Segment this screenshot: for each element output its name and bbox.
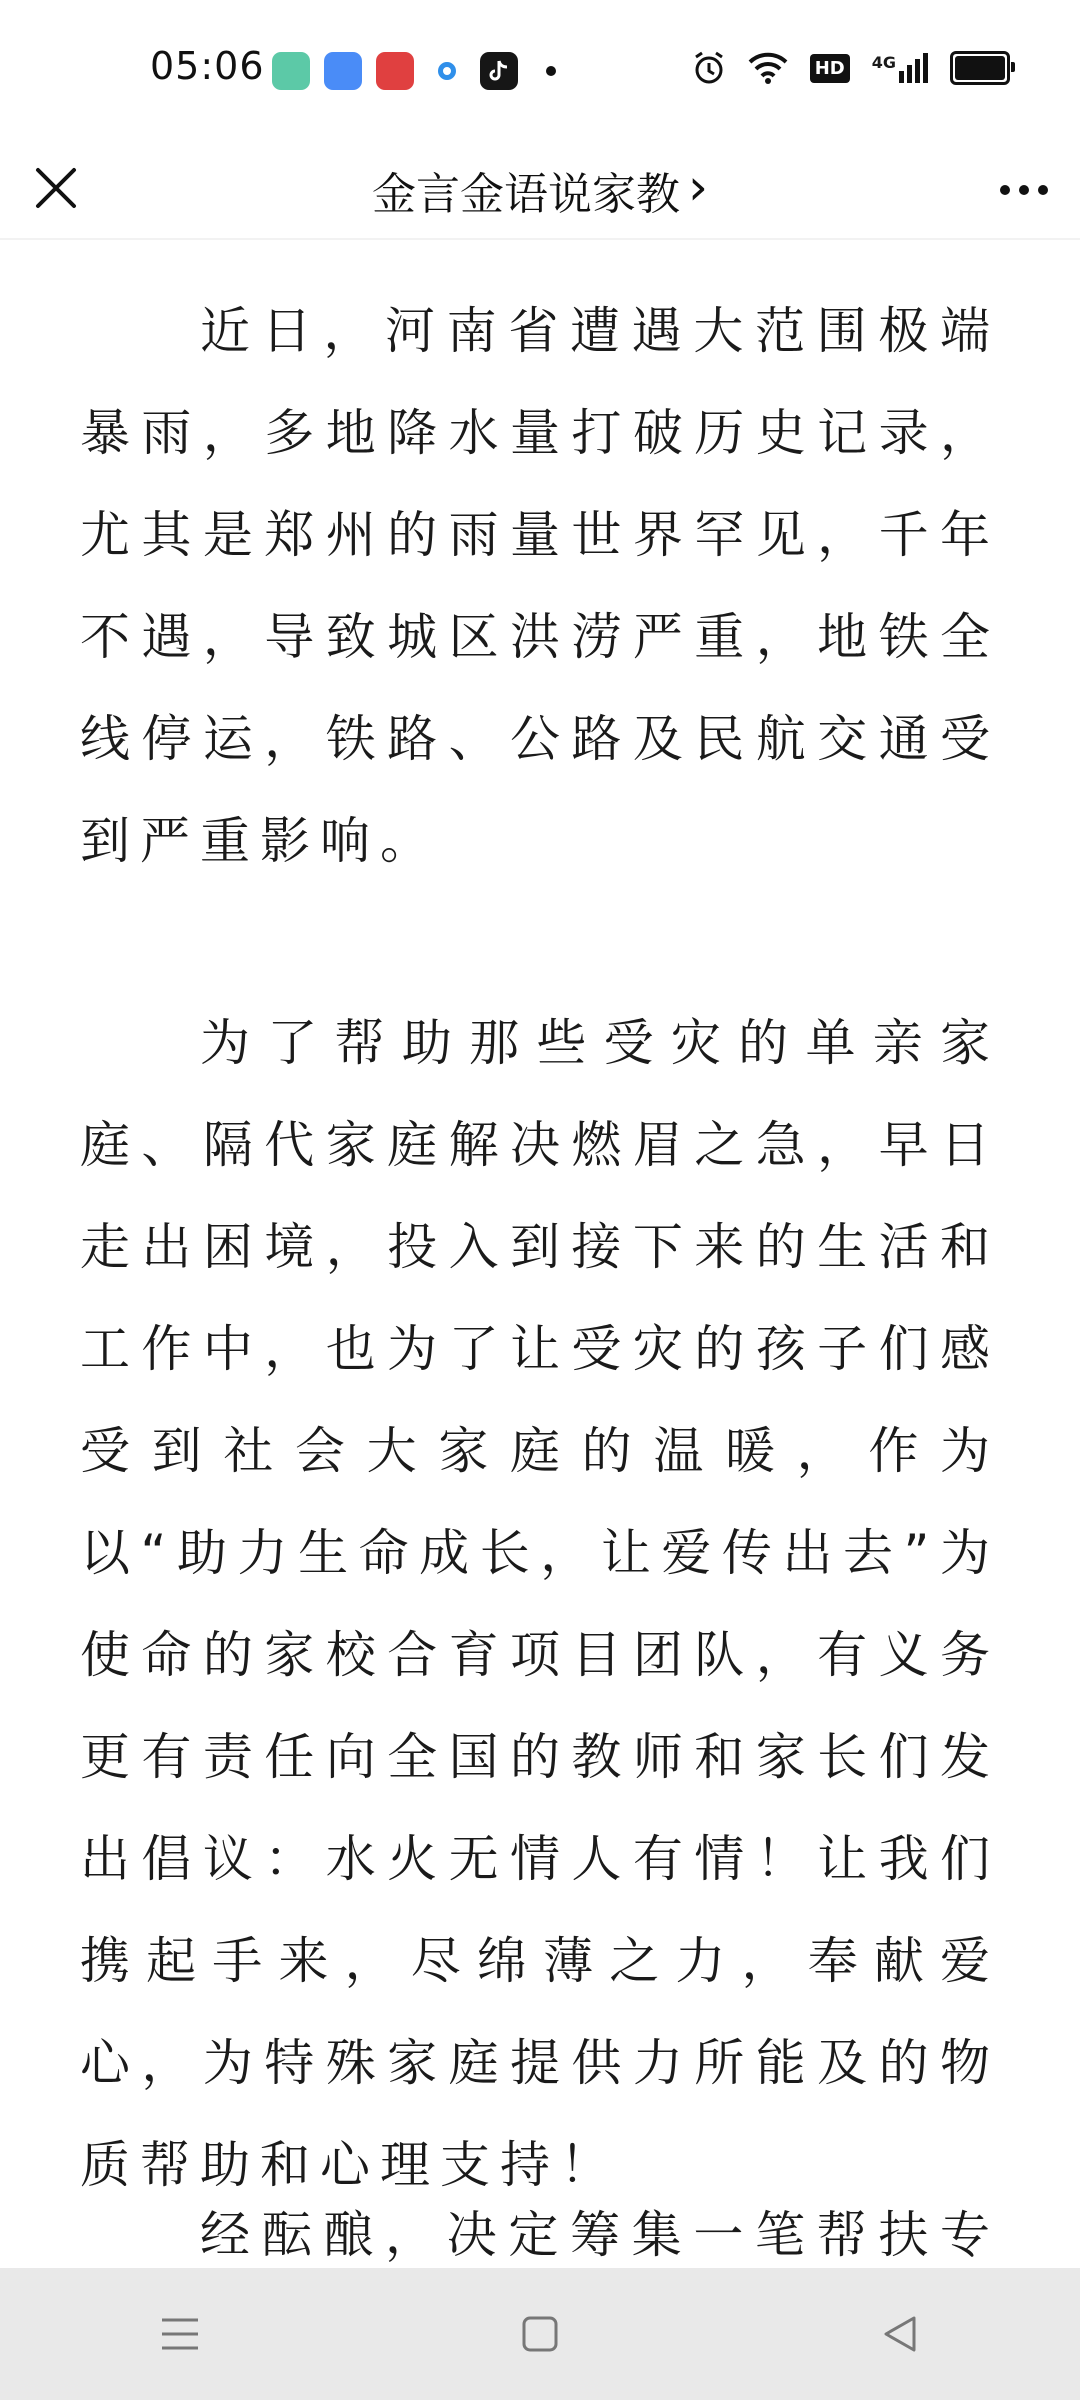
home-square-icon	[522, 2316, 558, 2352]
app-red-icon	[376, 52, 414, 90]
network-type-label: 4G	[871, 53, 896, 72]
status-time: 05:06	[150, 44, 265, 88]
more-notifications-dot	[546, 66, 556, 76]
article-paragraph: 经酝酿，决定筹集一笔帮扶专	[200, 2206, 1000, 2264]
4g-signal-icon	[872, 53, 928, 83]
more-dot	[1000, 185, 1010, 195]
chevron-right-icon: ›	[688, 158, 708, 216]
close-icon	[28, 160, 84, 216]
back-triangle-icon	[882, 2314, 918, 2354]
app-blue-icon	[324, 52, 362, 90]
hd-icon: HD	[810, 54, 850, 83]
alarm-icon	[692, 50, 726, 86]
header-divider	[0, 238, 1080, 240]
app-location-icon	[428, 52, 466, 90]
notification-icons	[272, 52, 556, 90]
back-button[interactable]	[860, 2294, 940, 2374]
account-title-link[interactable]	[372, 158, 708, 222]
home-button[interactable]	[500, 2294, 580, 2374]
status-bar	[0, 0, 1080, 140]
article-body	[80, 280, 1000, 2316]
app-green-icon	[272, 52, 310, 90]
more-dot	[1038, 185, 1048, 195]
close-button[interactable]	[28, 160, 84, 216]
battery-icon	[950, 51, 1010, 85]
more-options-button[interactable]	[994, 162, 1054, 218]
wifi-icon	[748, 52, 788, 84]
article-paragraph: 近日，河南省遭遇大范围极端暴雨，多地降水量打破历史记录，尤其是郑州的雨量世界罕见，千年不遇，导致城区洪涝严重，地铁全线停运，铁路、公路及民航交通受到严重影响。	[80, 302, 1000, 870]
tiktok-icon	[480, 52, 518, 90]
article-header	[0, 140, 1080, 240]
article-paragraph-clipped	[80, 2206, 1000, 2270]
menu-button[interactable]	[140, 2294, 220, 2374]
status-right-icons	[692, 50, 1010, 86]
system-nav-bar	[0, 2268, 1080, 2400]
account-title: 金言金语说家教	[372, 169, 680, 220]
more-dot	[1019, 185, 1029, 195]
article-paragraph: 为了帮助那些受灾的单亲家庭、隔代家庭解决燃眉之急，早日走出困境，投入到接下来的生活和工作中，也为了让受灾的孩子们感受到社会大家庭的温暖，作为以“助力生命成长，让爱传出去”为使命的家校合育项目团队，有义务更有责任向全国的教师和家长们发出倡议：水火无情人有情！让我们携起手来，尽绵薄之力，奉献爱心，为特殊家庭提供力所能及的物质帮助和心理支持！	[80, 1014, 1000, 2194]
menu-icon	[160, 2316, 200, 2352]
